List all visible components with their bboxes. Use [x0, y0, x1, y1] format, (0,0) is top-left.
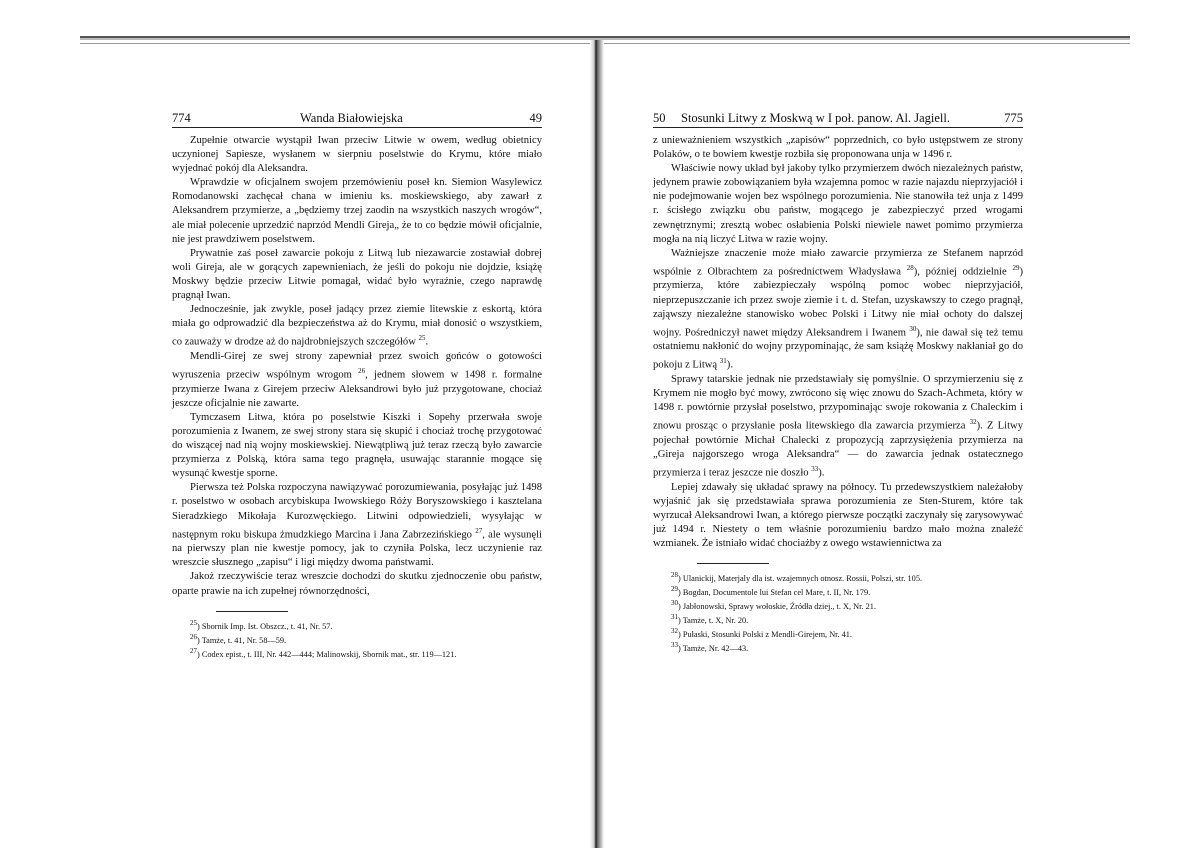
footnote: $^{28}$) Ulanickij, Materjaly dla ist. wzajemnych otnosz. Rossii, Polszi, str. 105. [671, 571, 923, 584]
footnote-ref: 33 [811, 465, 819, 474]
right-page-title: Stosunki Litwy z Moskwą w I poł. panow. Al. Jagiell. [681, 111, 950, 125]
left-page [172, 105, 542, 660]
right-page-body [653, 134, 1023, 551]
paragraph: Mendli-Girej ze swej strony zapewniał przez swoich gońców o gotowości wyruszenia przeciw wspólnym wrogom $^{26}$, jednem słowem w 1498 r. formalne przymierze Iwana z Girejem przeciw Aleksandrowi było już przygotowane, chociaż jeszcze oficjalnie nie zawarte. [172, 350, 542, 409]
footnote: $^{27}$) Codex epist., t. III, Nr. 442—444; Malinowskij, Sbornik mat., str. 119—121. [190, 646, 457, 659]
paragraph: Właściwie nowy układ był jakoby tylko przymierzem dwóch niezależnych państw, jedynem prawie zobowiązaniem była wzajemna pomoc w razie najazdu nieprzyjaciół i nie podejmowanie wojen bez wspólnego porozumienia. Nie stanowiła też unja z 1499 r. ścisłego związku obu państw, mogącego je zabezpieczyć przed wrogami zewnętrznymi; zresztą wobec osłabienia Polski niewiele nawet pomimo przymierza mogła na nią liczyć Litwa w razie wojny. [653, 163, 1023, 245]
footnote: $^{32}$) Pułaski, Stosunki Polski z Mendli-Girejem, Nr. 41. [671, 627, 853, 639]
paragraph: Prywatnie zaś poseł zawarcie pokoju z Litwą lub niezawarcie zostawiał dobrej woli Gireja, ale w gorących zapewnieniach, że jeśli do pokoju nie dojdzie, książę Moskwy będzie przeciw Litwie pomagał, widać było wyraźnie, czego naprawdę pragnął Iwan. [172, 247, 542, 302]
footnote-rule [216, 611, 288, 612]
book-gutter [590, 40, 604, 848]
paragraph: Sprawy tatarskie jednak nie przedstawiały się pomyślnie. O sprzymierzeniu się z Krymem nie mogło być mowy, zwrócono się więc znowu do Szach-Achmeta, który w 1498 r. powtórnie przysłał poselstwo, przypominając swoje rokowania z Chaleckim i znowu prosząc o przysłanie posła litewskiego dla zawarcia przymierza $^{32}$). Z Litwy pojechał powtórnie Michał Chalecki z propozycją zaprzysiężenia przymierza na „Gireja najgorszego wroga Aleksandra“ — do zawarcia jednak ostatecznego przymierza i teraz jeszcze nie doszło $^{33}$). [653, 374, 1023, 479]
footnote-ref: 31 [719, 357, 727, 366]
left-page-secondary-number: 49 [529, 111, 542, 125]
footnote-ref: 26 [358, 367, 366, 376]
footnote-ref: 29 [1012, 263, 1020, 272]
footnote-ref: 27 [475, 526, 483, 535]
left-page-header [172, 105, 542, 128]
footnote: $^{25}$) Sbornik Imp. Ist. Obszcz., t. 41, Nr. 57. [190, 618, 333, 631]
paragraph: z unieważnieniem wszystkich „zapisów“ poprzednich, co było ustępstwem ze strony Polaków, o te bowiem kwestje rozbiła się proponowana unja w 1496 r. [653, 135, 1023, 161]
footnote: $^{29}$) Bogdan, Documentole lui Stefan cel Mare, t. II, Nr. 179. [671, 585, 871, 598]
right-page-header [653, 105, 1023, 128]
left-page-author: Wanda Białowiejska [300, 111, 403, 125]
right-page-secondary-number: 50 [653, 111, 666, 125]
paragraph: Jednocześnie, jak zwykle, poseł jadący przez ziemie litewskie z eskortą, która miała go odprowadzić dla bezpieczeństwa aż do Krymu, miał donosić o wszystkiem, co zauważy w drodze aż do najdrobniejszych szczegółów $^{25}$. [172, 304, 542, 348]
paragraph: Wprawdzie w oficjalnem swojem przemówieniu poseł kn. Siemion Wasylewicz Romodanowski zachęcał chana w imieniu ks. moskiewskiego, aby zawarł z Aleksandrem przymierze, a „będziemy trzej zaodin na wszystkich naszych wrogów“, ale miał polecenie uprzedzić naprzód Mendli Gireja„ że to co będzie mówił oficjalnie, nie jest prawdziwem poselstwem. [172, 177, 542, 245]
footnote-ref: 30 [909, 324, 917, 333]
right-page [653, 105, 1023, 654]
footnote: $^{33}$) Tamże, Nr. 42—43. [671, 641, 749, 653]
footnote: $^{31}$) Tamże, t. X, Nr. 20. [671, 613, 749, 625]
scan-edge [80, 36, 1130, 50]
left-page-number: 774 [172, 111, 191, 125]
paragraph: Lepiej zdawały się układać sprawy na północy. Tu przedewszystkiem należałoby wyjaśnić jak się przedstawiała sprawa porozumienia ze Sten-Sturem, które tak wyrzucał Aleksandrowi Iwan, a którego pierwsze początki zaczynały się zarysowywać już 1494 r. Niestety o tem właśnie porozumieniu bardzo mało można znaleźć wzmianek. Że istniało widać chociażby z owego wstawiennictwa za [653, 481, 1023, 550]
right-page-number: 775 [1004, 111, 1023, 125]
footnote-rule [697, 563, 769, 564]
footnote-ref: 25 [418, 334, 426, 343]
paragraph: Zupełnie otwarcie wystąpił Iwan przeciw Litwie w owem, według obietnicy uczynionej Sapiesze, wysłanem w sierpniu poselstwie do Krymu, które miało wyjednać pokój dla Aleksandra. [172, 135, 542, 175]
right-footnotes [653, 570, 1023, 654]
left-page-body [172, 134, 542, 599]
footnote: $^{30}$) Jabłonowski, Sprawy wołoskie, Źródła dziej., t. X, Nr. 21. [671, 599, 876, 611]
footnote-ref: 32 [969, 418, 977, 427]
paragraph: Pierwsza też Polska rozpoczyna nawiązywać porozumiewania, posyłając już 1498 r. poselstwo w osobach arcybiskupa Iwowskiego Róży Boryszowskiego i kasztelana Sieradzkiego Mikołaja Kurozwęckiego. Litwini odpowiedzieli, wysyłając w następnym roku biskupa żmudzkiego Marcina i Jana Zabrzezińskiego $^{27}$, ale wysunęli na pierwszy plan nie kwestje pomocy, jak to czyniła Polska, lecz uczynienie raz wreszcie słusznego „zapisu“ i ligi między dwoma państwami. [172, 482, 542, 569]
paragraph: Jakoż rzeczywiście teraz wreszcie dochodzi do skutku zjednoczenie obu państw, oparte prawie na ich zupełnej równorzędności, [172, 571, 542, 597]
paragraph: Ważniejsze znaczenie może miało zawarcie przymierza ze Stefanem naprzód wspólnie z Olbrachtem za pośrednictwem Władysława $^{28}$), później oddzielnie $^{29}$) przymierza, które zabiezpieczały wspólną pomoc wobec nieprzyjaciół, nieprzepuszczanie ich przez swoje ziemie i t. d. Stefan, uzyskawszy to czego pragnął, zająwszy niezależne stanowisko wobec Polski i Litwy nie miał ochoty do dalszej wojny. Pośredniczył nawet między Aleksandrem i Iwanem $^{30}$), nie dawał się też temu ostatniemu nakłonić do wojny przypominając, że sam książę Moskwy nakłaniał go do pokoju z Litwą $^{31}$). [653, 247, 1024, 371]
footnote-ref: 28 [906, 263, 914, 272]
footnote: $^{26}$) Tamże, t. 41, Nr. 58—59. [190, 632, 287, 645]
paragraph: Tymczasem Litwa, która po poselstwie Kiszki i Sopehy przerwała swoje porozumienia z Iwanem, ze swej strony stara się skupić i chociaż trochę przygotować do wiszącej nad nią wojny moskiewskiej. Niewątpliwą już teraz rzeczą było zawarcie przymierza z Polską, która sama tego pragnęła, usuwając starannie mogące się wysunąć kwestje sporne. [172, 411, 542, 480]
left-footnotes [172, 618, 542, 660]
